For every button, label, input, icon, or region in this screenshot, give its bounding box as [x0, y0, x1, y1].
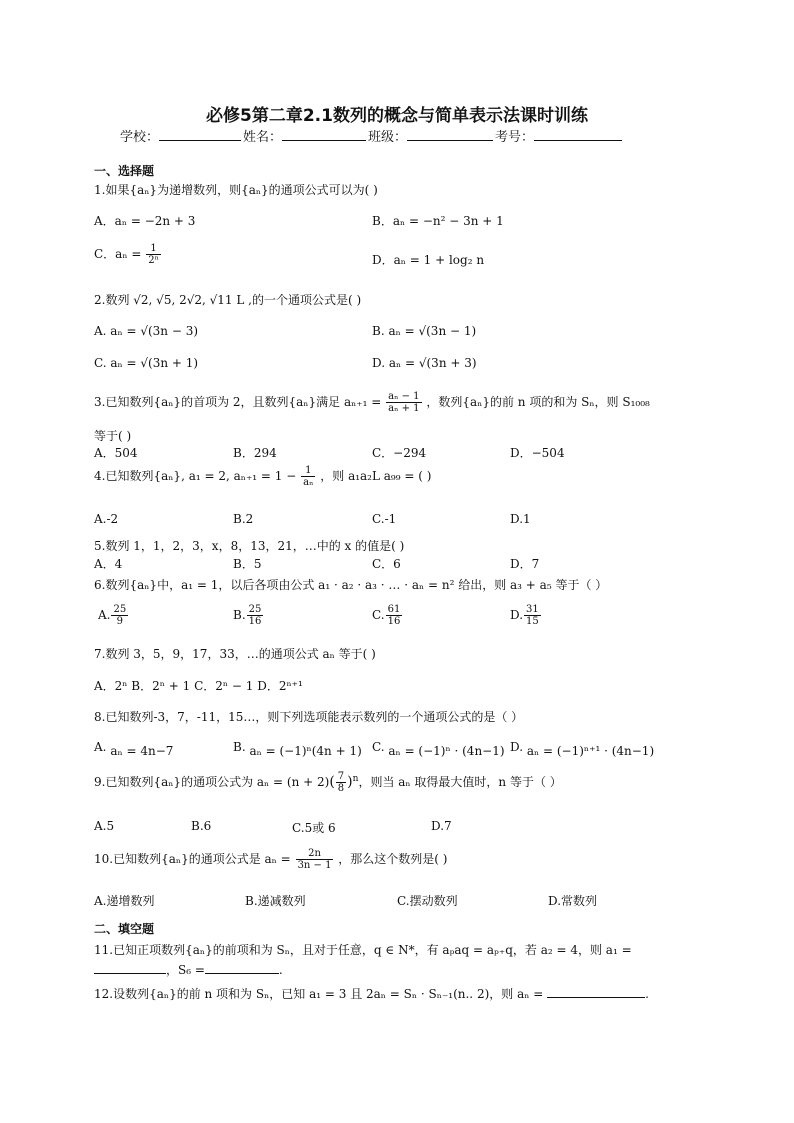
question-9-option-a[interactable]: A.5 — [94, 819, 115, 833]
frac-den: 3n − 1 — [297, 860, 332, 871]
answer-blank-an[interactable] — [547, 985, 645, 998]
option-c-label: C．aₙ = — [94, 247, 142, 261]
question-8-option-d[interactable] — [510, 740, 654, 758]
question-9-option-c[interactable]: C.5或 6 — [292, 821, 336, 835]
answer-blank-s6[interactable] — [205, 961, 279, 974]
question-1-option-b[interactable]: B．aₙ = −n² − 3n + 1 — [372, 214, 504, 228]
frac-num: 25 — [248, 604, 262, 615]
question-5-option-b[interactable]: B．5 — [233, 557, 262, 571]
option-label: A. — [98, 608, 111, 622]
frac-den: 8 — [337, 783, 345, 794]
q12-stem-part-b: . — [645, 987, 649, 1001]
q4-stem-part-a: 4.已知数列{aₙ}, a₁ = 2, aₙ₊₁ = 1 − — [94, 469, 297, 483]
question-7-options[interactable]: A．2ⁿ B．2ⁿ + 1 C．2ⁿ − 1 D．2ⁿ⁺¹ — [94, 679, 303, 693]
frac-num: 2n — [296, 848, 334, 860]
q9-paren-close: ) — [347, 774, 353, 790]
question-12-stem — [94, 985, 649, 1002]
option-fraction — [111, 604, 128, 627]
question-5-option-d[interactable]: D．7 — [510, 557, 540, 571]
question-10-stem — [94, 848, 447, 871]
q9-stem-part-a: 9.已知数列{aₙ}的通项公式为 aₙ = (n + 2) — [94, 775, 330, 789]
frac-den: 15 — [526, 616, 539, 627]
question-1-stem: 1.如果{aₙ}为递增数列，则{aₙ}的通项公式可以为( ) — [94, 183, 378, 197]
frac-den: 2ⁿ — [148, 255, 159, 266]
question-3-stem — [94, 391, 650, 414]
answer-blank-a1[interactable] — [94, 961, 166, 974]
question-9-stem — [94, 771, 562, 794]
question-6-option-d[interactable] — [510, 604, 542, 627]
question-2-option-d[interactable]: D. aₙ = √(3n + 3) — [372, 356, 477, 370]
frac-den: 9 — [116, 616, 124, 627]
question-8-option-b[interactable] — [233, 740, 362, 758]
question-11-line-2 — [94, 961, 283, 978]
class-label: 班级： — [368, 130, 408, 145]
question-4-option-d[interactable]: D.1 — [510, 512, 531, 526]
class-blank[interactable] — [407, 127, 493, 141]
option-c-fraction — [146, 243, 161, 266]
question-10-option-d[interactable]: D.常数列 — [548, 894, 598, 908]
option-fraction — [247, 604, 264, 627]
question-3-option-b[interactable]: B．294 — [233, 446, 277, 460]
option-formula: aₙ = (−1)ⁿ(4n + 1) — [249, 744, 362, 758]
question-3-option-c[interactable]: C．−294 — [372, 446, 427, 460]
option-label: B. — [233, 740, 246, 754]
q9-stem-part-b: ，则当 aₙ 取得最大值时，n 等于（ ） — [358, 775, 562, 789]
frac-num: 61 — [387, 604, 401, 615]
question-5-option-a[interactable]: A．4 — [94, 557, 123, 571]
question-1-option-c[interactable] — [94, 243, 162, 266]
question-6-option-a[interactable] — [98, 604, 129, 627]
q9-exponent: n — [352, 774, 359, 784]
question-10-option-a[interactable]: A.递增数列 — [94, 894, 155, 908]
frac-num: 25 — [113, 604, 127, 615]
question-5-stem: 5.数列 1，1，2，3，x，8，13，21，…中的 x 的值是( ) — [94, 539, 405, 553]
question-8-stem: 8.已知数列-3，7，-11，15…，则下列选项能表示数列的一个通项公式的是（ ） — [94, 710, 524, 724]
q3-stem-part-a: 3.已知数列{aₙ}的首项为 2，且数列{aₙ}满足 aₙ₊₁ = — [94, 395, 382, 409]
question-10-option-c[interactable]: C.摆动数列 — [397, 894, 458, 908]
question-2-option-c[interactable]: C. aₙ = √(3n + 1) — [94, 356, 199, 370]
question-2-option-a[interactable]: A. aₙ = √(3n − 3) — [94, 324, 199, 338]
frac-den: aₙ + 1 — [388, 403, 420, 414]
question-3-option-d[interactable]: D．−504 — [510, 446, 565, 460]
option-fraction — [386, 604, 403, 627]
option-label: B. — [233, 608, 246, 622]
question-4-option-c[interactable]: C.-1 — [372, 512, 397, 526]
q10-fraction — [296, 848, 334, 871]
frac-num: 31 — [526, 604, 539, 615]
frac-num: 1 — [301, 465, 315, 477]
question-3-option-a[interactable]: A．504 — [94, 446, 138, 460]
q9-fraction — [336, 771, 346, 794]
question-7-stem: 7.数列 3，5，9，17，33，…的通项公式 aₙ 等于( ) — [94, 647, 376, 661]
name-blank[interactable] — [282, 127, 366, 141]
option-formula: aₙ = (−1)ⁿ · (4n−1) — [388, 744, 505, 758]
q10-stem-part-b: ，那么这个数列是( ) — [338, 852, 448, 866]
frac-den: aₙ — [303, 477, 314, 488]
q9-paren-open: ( — [329, 774, 335, 790]
question-10-option-b[interactable]: B.递减数列 — [245, 894, 306, 908]
frac-num: aₙ − 1 — [388, 391, 420, 402]
question-2-option-b[interactable]: B. aₙ = √(3n − 1) — [372, 324, 477, 338]
option-label: C. — [372, 608, 385, 622]
option-formula: aₙ = 4n−7 — [110, 744, 174, 758]
question-6-option-c[interactable] — [372, 604, 403, 627]
q4-stem-part-b: ，则 a₁a₂L a₉₉ = ( ) — [320, 469, 432, 483]
question-8-option-a[interactable] — [94, 740, 173, 758]
option-label: D. — [510, 740, 524, 754]
option-label: D. — [510, 608, 524, 622]
question-9-option-d[interactable]: D.7 — [431, 819, 452, 833]
option-label: C. — [372, 740, 385, 754]
option-formula: aₙ = (−1)ⁿ⁺¹ · (4n−1) — [526, 744, 655, 758]
question-2-stem: 2.数列 √2, √5, 2√2, √11 L ,的一个通项公式是( ) — [94, 293, 362, 307]
q11-stem-part-b: ，S₆ = — [166, 963, 205, 977]
exam-no-blank[interactable] — [534, 127, 622, 141]
school-label: 学校： — [120, 130, 160, 145]
question-4-stem — [94, 465, 431, 488]
question-4-option-a[interactable]: A.-2 — [94, 512, 119, 526]
question-3-stem-cont: 等于( ) — [94, 429, 132, 443]
q3-stem-part-b: ，数列{aₙ}的前 n 项的和为 Sₙ，则 S₁₀₀₈ — [426, 395, 650, 409]
q10-stem-part-a: 10.已知数列{aₙ}的通项公式是 aₙ = — [94, 852, 291, 866]
option-label: A. — [94, 740, 107, 754]
question-5-option-c[interactable]: C．6 — [372, 557, 401, 571]
frac-den: 16 — [387, 616, 401, 627]
exam-no-label: 考号： — [495, 130, 535, 145]
question-6-option-b[interactable] — [233, 604, 264, 627]
page-title: 必修5第二章2.1数列的概念与简单表示法课时训练 — [206, 106, 588, 126]
q3-fraction — [386, 391, 421, 414]
q4-fraction — [301, 465, 315, 488]
section-fill-heading: 二、填空题 — [94, 922, 155, 936]
name-label: 姓名： — [243, 130, 283, 145]
q12-stem-part-a: 12.设数列{aₙ}的前 n 项和为 Sₙ，已知 a₁ = 3 且 2aₙ = Sₙ · Sₙ₋₁(n.. 2)，则 aₙ = — [94, 987, 544, 1001]
question-11-stem: 11.已知正项数列{aₙ}的前项和为 Sₙ，且对于任意，q ∈ N*，有 aₚaq = aₚ₊q，若 a₂ = 4，则 a₁ = — [94, 943, 632, 957]
frac-num: 1 — [146, 243, 161, 255]
question-1-option-a[interactable]: A．aₙ = −2n + 3 — [94, 214, 196, 228]
school-blank[interactable] — [159, 127, 241, 141]
frac-den: 16 — [248, 616, 262, 627]
question-6-stem: 6.数列{aₙ}中，a₁ = 1，以后各项由公式 a₁ · a₂ · a₃ · … · aₙ = n² 给出，则 a₃ + a₅ 等于（ ） — [94, 578, 608, 592]
option-fraction — [524, 604, 541, 627]
question-1-option-d[interactable]: D．aₙ = 1 + log₂ n — [372, 253, 485, 267]
section-choice-heading: 一、选择题 — [94, 164, 155, 178]
q11-stem-part-c: . — [278, 963, 283, 977]
question-4-option-b[interactable]: B.2 — [233, 512, 254, 526]
question-8-option-c[interactable] — [372, 740, 505, 758]
question-9-option-b[interactable]: B.6 — [191, 819, 212, 833]
student-info-line — [120, 126, 624, 145]
frac-num: 7 — [337, 771, 345, 782]
